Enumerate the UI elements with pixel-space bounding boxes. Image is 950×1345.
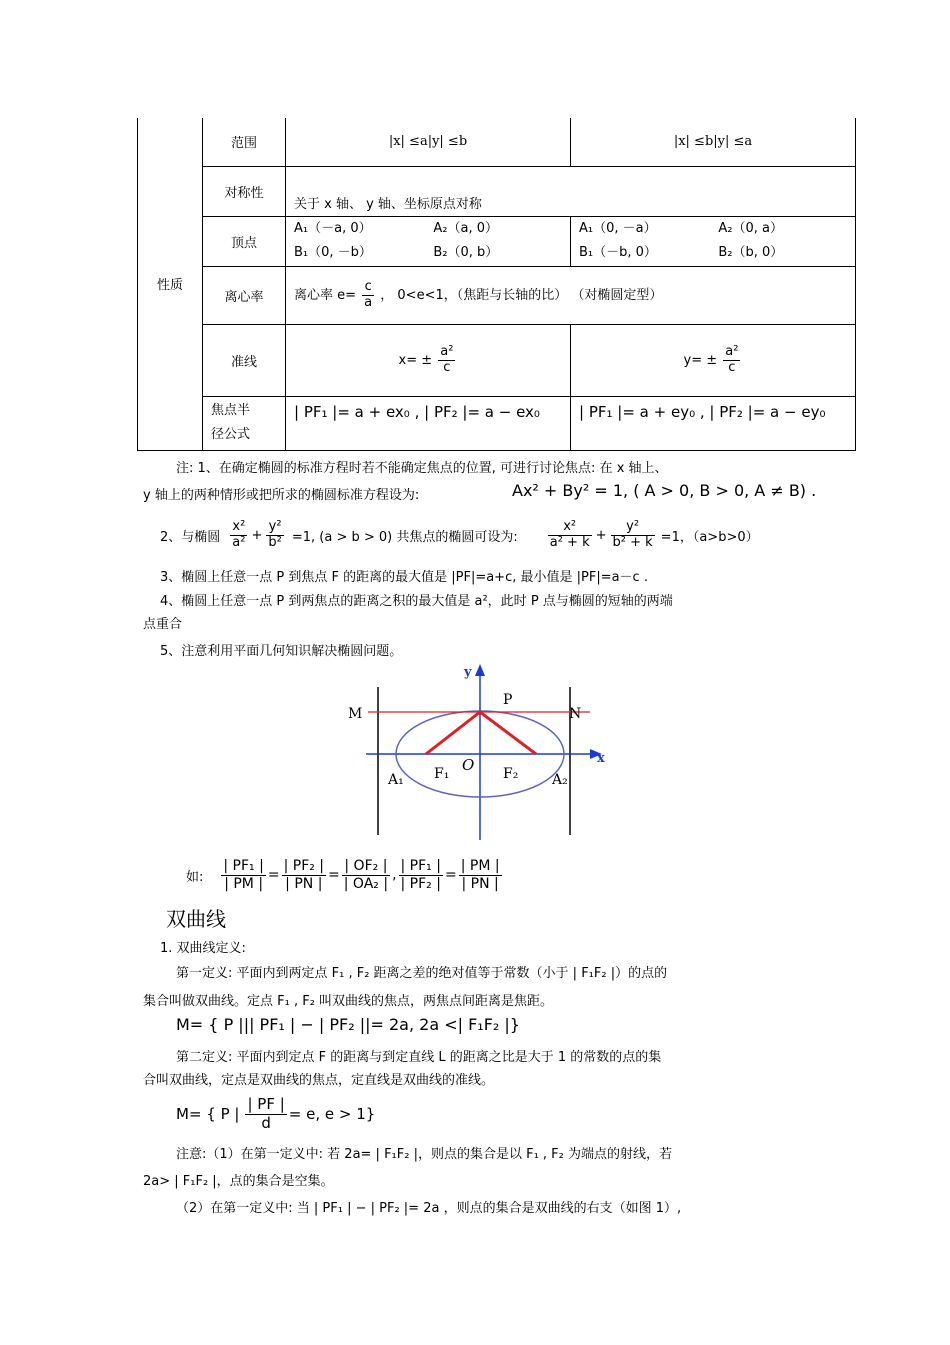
frac-den: a² — [232, 534, 246, 550]
directrix-prefix: y= ± — [683, 352, 718, 368]
row-label-vertex: 顶点 — [203, 216, 286, 266]
ratio-example: 如: $\frac{\text{| PF₁ |}}{| PM |}$ = $\frac{\text{| PF₂ |}}{| PN |}$ = $\frac{\text{| OF₂ |}}{\text{| OA₂ |}}$ , $\frac{\text{| PF₁ |}}{\text{| PF₂ |}}$ = $\frac{| PM |}{| PN |}$ — [186, 858, 500, 892]
label-line: 径公式 — [211, 427, 251, 442]
ellipse-fraction-y — [266, 520, 283, 551]
ratio-fraction — [459, 858, 502, 891]
directrix-prefix: x= ± — [398, 352, 433, 368]
eccentricity-text — [286, 266, 856, 324]
note-5: 5、注意利用平面几何知识解决椭圆问题。 — [160, 644, 403, 659]
confocal-fraction-x — [548, 520, 592, 551]
label-f1: F₁ — [434, 766, 450, 782]
row-label-eccentricity: 离心率 — [203, 266, 286, 324]
definition-2-line-1: 第二定义: 平面内到定点 F 的距离与到定直线 L 的距离之比是大于 1 的常数的点的集 — [176, 1050, 662, 1065]
section-heading: 双曲线 — [166, 907, 226, 931]
eccentricity-prefix: 离心率 e= — [294, 287, 357, 303]
note-2-prefix: 2、与椭圆 — [160, 529, 221, 545]
eccentricity-fraction — [362, 280, 374, 311]
frac-den: | PN | — [461, 875, 499, 892]
vertex-a1: A₁（－a, 0） — [294, 221, 372, 236]
note-1-line-1: 注意:（1）在第一定义中: 若 2a= | F₁F₂ |，则点的集合是以 F₁ , F₂ 为端点的射线，若 — [176, 1147, 672, 1162]
focal-radius-horizontal: | PF₁ |= a + ex₀ , | PF₂ |= a − ex₀ — [286, 396, 571, 450]
note-2-mid: =1, (a > b > 0) 共焦点的椭圆可设为: — [291, 529, 518, 545]
set-prefix: M= { P | — [176, 1105, 240, 1123]
ratio-fraction — [342, 858, 390, 891]
row-label-focal-radius — [203, 396, 286, 450]
y-axis-arrow-icon — [475, 664, 485, 676]
confocal-fraction-y — [611, 520, 655, 551]
label-a1: A₁ — [388, 772, 404, 788]
note-2: （2）在第一定义中: 当 | PF₁ | − | PF₂ |= 2a ，则点的集合是双曲线的右支（如图 1）, — [176, 1201, 682, 1216]
label-m: M — [348, 706, 363, 722]
frac-den: c — [728, 359, 736, 375]
frac-num: x² — [548, 520, 592, 536]
frac-num: | OF₂ | — [342, 858, 390, 875]
frac-num: x² — [230, 520, 247, 536]
vertex-vertical — [571, 216, 856, 266]
frac-num: | PM | — [460, 858, 500, 875]
ratio-fraction — [399, 858, 443, 891]
directrix-fraction — [723, 345, 740, 376]
vertex-b2: B₂（0, b） — [433, 245, 499, 260]
ratio-prefix: 如: — [186, 869, 204, 885]
set-suffix: = e, e > 1} — [288, 1105, 376, 1123]
label-o: O — [462, 756, 475, 774]
vertex-a1: A₁（0, －a） — [579, 221, 657, 236]
frac-den: | PM | — [224, 875, 264, 892]
directrix-vertical — [571, 324, 856, 396]
vertex-a2: A₂（0, a） — [718, 221, 783, 236]
label-line: 焦点半 — [211, 403, 251, 418]
focal-radius-vertical: | PF₁ |= a + ey₀ , | PF₂ |= a − ey₀ — [571, 396, 856, 450]
label-x: x — [597, 751, 605, 766]
vertex-b1: B₁（－b, 0） — [579, 245, 657, 260]
row-label-directrix: 准线 — [203, 324, 286, 396]
vertex-b1: B₁（0, －b） — [294, 245, 372, 260]
vertex-horizontal — [286, 216, 571, 266]
note-2: 2、与椭圆 $\frac{\text{x²}}{\text{a²}}$ + $\frac{\text{y²}}{\text{b²}}$ =1, (a > b > 0) 共焦点的椭圆可设为: $\frac{\text{x²}}{\text{a² + k}}$ + $\frac{\text{y²}}{\text{b² + k}}$ =1，（a>b>0） — [160, 518, 759, 550]
label-a2: A₂ — [552, 772, 568, 788]
subsection-title: 1. 双曲线定义: — [160, 941, 246, 956]
label-f2: F₂ — [503, 766, 519, 782]
definition-1-line-2: 集合叫做双曲线。定点 F₁ , F₂ 叫双曲线的焦点，两焦点间距离是焦距。 — [143, 994, 554, 1009]
frac-den: b² + k — [612, 534, 653, 550]
frac-num: | PF₁ | — [400, 858, 441, 875]
row-label-range: 范围 — [203, 118, 286, 166]
frac-den: | PF₂ | — [400, 875, 441, 892]
ellipse-figure — [340, 660, 620, 842]
focal-radii — [426, 712, 536, 754]
definition-1-line-1: 第一定义: 平面内到两定点 F₁ , F₂ 距离之差的绝对值等于常数（小于 | F₁F₂ |）的点的 — [176, 966, 668, 981]
frac-num: | PF | — [247, 1095, 285, 1114]
ratio-fraction — [282, 858, 326, 891]
label-n: N — [569, 706, 582, 722]
note-1-line-2: 2a> | F₁F₂ |，点的集合是空集。 — [143, 1174, 334, 1189]
definition-1-set: M= { P ||| PF₁ | − | PF₂ ||= 2a, 2a <| F₁F₂ |} — [176, 1015, 520, 1034]
frac-den: | PN | — [285, 875, 323, 892]
directrix-horizontal — [286, 324, 571, 396]
note-1-line-1: 注: 1、在确定椭圆的标准方程时若不能确定焦点的位置, 可进行讨论焦点: 在 x 轴上、 — [176, 461, 668, 476]
note-3: 3、椭圆上任意一点 P 到焦点 F 的距离的最大值是 |PF|=a+c, 最小值是 |PF|=a－c . — [160, 570, 648, 585]
note-4-line-2: 点重合 — [143, 617, 183, 632]
frac-num: c — [362, 280, 374, 296]
note-4-line-1: 4、椭圆上任意一点 P 到两焦点的距离之积的最大值是 a²，此时 P 点与椭圆的短轴的两端 — [160, 594, 673, 609]
frac-num: y² — [611, 520, 655, 536]
vertex-b2: B₂（b, 0） — [718, 245, 784, 260]
frac-num: a² — [440, 343, 454, 359]
frac-den: d — [261, 1113, 271, 1132]
group-label: 性质 — [138, 118, 203, 450]
vertex-a2: A₂（a, 0） — [433, 221, 498, 236]
ellipse-properties-table — [137, 118, 856, 451]
label-y: y — [464, 665, 472, 680]
frac-den: a² + k — [549, 534, 590, 550]
frac-den: | OA₂ | — [343, 875, 389, 892]
note-1-formula: Ax² + By² = 1, ( A > 0, B > 0, A ≠ B) . — [512, 481, 817, 500]
directrix-fraction — [438, 345, 455, 376]
frac-num: a² — [725, 343, 739, 359]
eccentricity-suffix: ， 0<e<1，（焦距与长轴的比） （对椭圆定型） — [380, 287, 663, 303]
definition-2-set — [176, 1090, 375, 1138]
ellipse-fraction-x — [230, 520, 247, 551]
set-fraction — [245, 1096, 286, 1132]
definition-2-line-2: 合叫双曲线，定点是双曲线的焦点，定直线是双曲线的准线。 — [143, 1073, 495, 1088]
row-label-symmetry: 对称性 — [203, 166, 286, 216]
range-vertical: |x| ≤b|y| ≤a — [571, 118, 856, 166]
symmetry-text: 关于 x 轴、 y 轴、坐标原点对称 — [286, 166, 856, 216]
frac-num: y² — [266, 520, 283, 536]
frac-den: a — [364, 294, 373, 310]
ratio-fraction — [221, 858, 265, 891]
range-horizontal: |x| ≤a|y| ≤b — [286, 118, 571, 166]
frac-num: | PF₁ | — [223, 858, 264, 875]
note-1-line-2: y 轴上的两种情形或把所求的椭圆标准方程设为: — [143, 488, 420, 503]
frac-den: b² — [268, 534, 282, 550]
label-p: P — [503, 692, 513, 708]
frac-num: | PF₂ | — [283, 858, 325, 875]
note-2-end: =1，（a>b>0） — [660, 529, 759, 545]
frac-den: c — [443, 359, 451, 375]
